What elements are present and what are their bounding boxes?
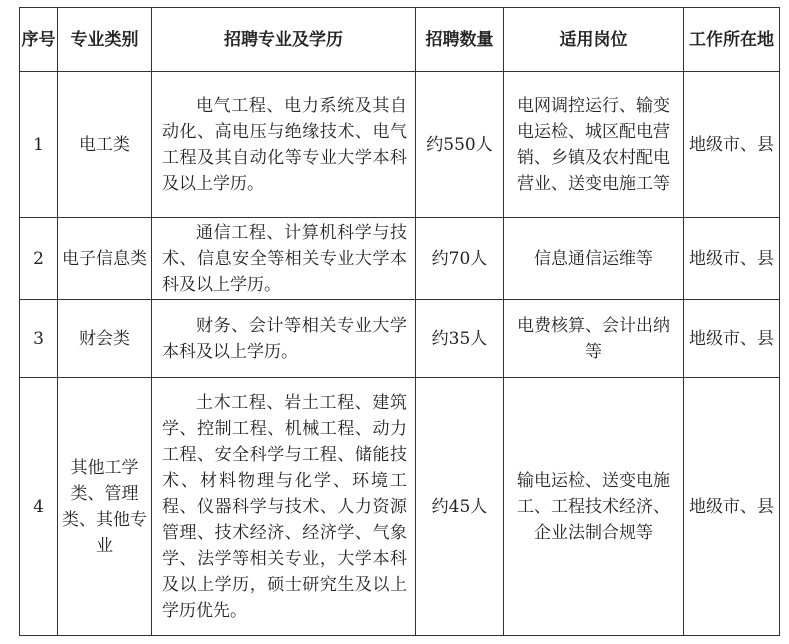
- cell-position: 输电运检、送变电施工、工程技术经济、企业法制合规等: [504, 378, 684, 636]
- cell-count: 约45人: [416, 378, 504, 636]
- cell-major: [152, 300, 416, 378]
- cell-count: 约70人: [416, 218, 504, 300]
- cell-seq: 3: [20, 300, 58, 378]
- header-row: [20, 8, 780, 72]
- cell-category: 其他工学类、管理类、其他专业: [58, 378, 152, 636]
- cell-seq: 1: [20, 72, 58, 218]
- cell-category: 财会类: [58, 300, 152, 378]
- cell-seq: 4: [20, 378, 58, 636]
- cell-position: 信息通信运维等: [504, 218, 684, 300]
- cell-count: 约550人: [416, 72, 504, 218]
- major-text: 土木工程、岩土工程、建筑学、控制工程、机械工程、动力工程、安全科学与工程、储能技术、材料物理与化学、环境工程、仪器科学与技术、人力资源管理、技术经济、经济学、气象学、法学等相关专业，大学本科及以上学历，硕士研究生及以上学历优先。: [162, 392, 407, 621]
- cell-major: [152, 378, 416, 636]
- cell-location: 地级市、县: [684, 378, 780, 636]
- table-row: [20, 72, 780, 218]
- major-text: 财务、会计等相关专业大学本科及以上学历。: [162, 315, 407, 362]
- header-seq: 序号: [20, 8, 58, 72]
- cell-category: 电子信息类: [58, 218, 152, 300]
- header-major: 招聘专业及学历: [152, 8, 416, 72]
- recruitment-table: [19, 7, 780, 636]
- header-category: 专业类别: [58, 8, 152, 72]
- cell-location: 地级市、县: [684, 300, 780, 378]
- header-count: 招聘数量: [416, 8, 504, 72]
- header-location: 工作所在地: [684, 8, 780, 72]
- cell-position: 电费核算、会计出纳等: [504, 300, 684, 378]
- major-text: 电气工程、电力系统及其自动化、高电压与绝缘技术、电气工程及其自动化等专业大学本科及以上学历。: [162, 95, 407, 194]
- major-text: 通信工程、计算机科学与技术、信息安全等相关专业大学本科及以上学历。: [162, 222, 407, 295]
- table-row: [20, 300, 780, 378]
- cell-position: 电网调控运行、输变电运检、城区配电营销、乡镇及农村配电营业、送变电施工等: [504, 72, 684, 218]
- cell-location: 地级市、县: [684, 218, 780, 300]
- header-position: 适用岗位: [504, 8, 684, 72]
- cell-count: 约35人: [416, 300, 504, 378]
- cell-major: [152, 218, 416, 300]
- cell-category: 电工类: [58, 72, 152, 218]
- table-row: [20, 218, 780, 300]
- cell-location: 地级市、县: [684, 72, 780, 218]
- cell-seq: 2: [20, 218, 58, 300]
- table-row: [20, 378, 780, 636]
- cell-major: [152, 72, 416, 218]
